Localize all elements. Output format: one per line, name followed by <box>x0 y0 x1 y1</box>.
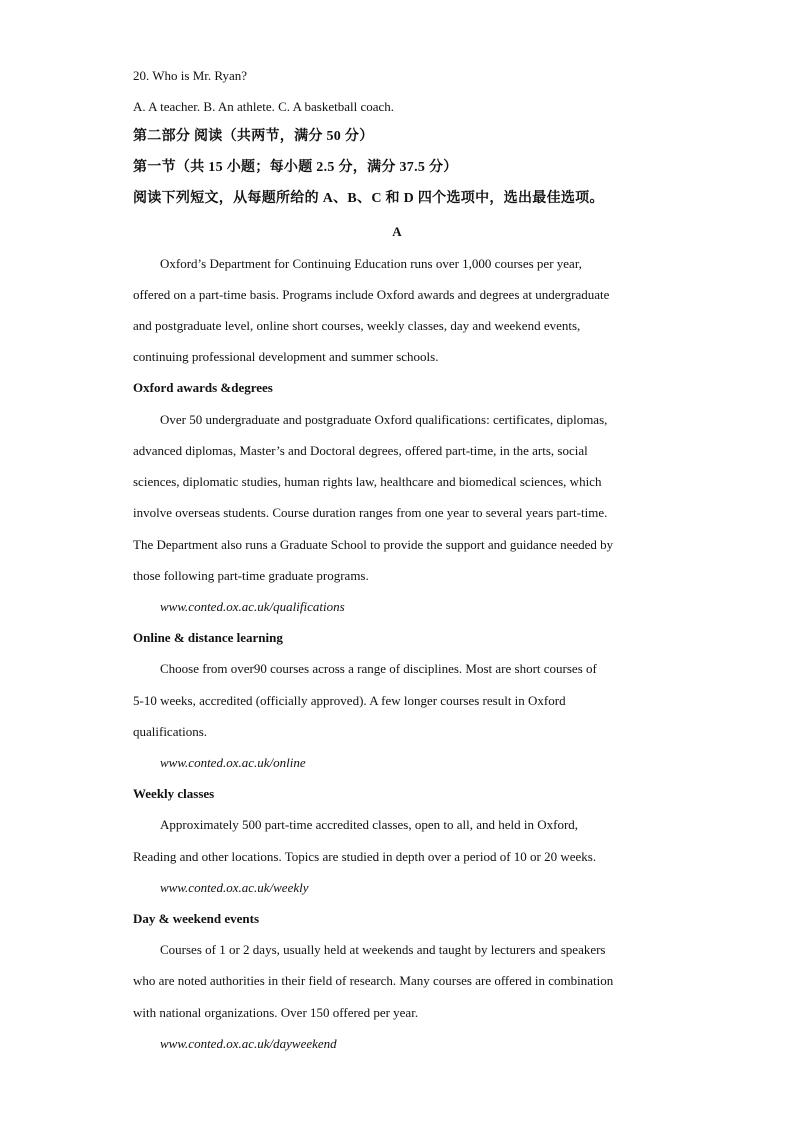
online-line: qualifications. <box>133 724 208 739</box>
section-heading-weekly: Weekly classes <box>133 786 215 801</box>
online-line: 5-10 weeks, accredited (officially approved). A few longer courses result in Oxford <box>133 693 566 708</box>
dayweekend-line: Courses of 1 or 2 days, usually held at weekends and taught by lecturers and speakers <box>160 942 606 957</box>
weekly-url: www.conted.ox.ac.uk/weekly <box>160 880 309 895</box>
awards-line: advanced diplomas, Master’s and Doctoral degrees, offered part-time, in the arts, social <box>133 443 588 458</box>
awards-line: those following part-time graduate programs. <box>133 568 369 583</box>
section-heading-dayweekend: Day & weekend events <box>133 911 260 926</box>
dayweekend-url: www.conted.ox.ac.uk/dayweekend <box>160 1036 337 1051</box>
section1-heading: 第一节（共 15 小题；每小题 2.5 分，满分 37.5 分） <box>133 160 458 175</box>
section-heading-awards: Oxford awards &degrees <box>133 380 273 395</box>
online-url: www.conted.ox.ac.uk/online <box>160 755 306 770</box>
intro-line: continuing professional development and summer schools. <box>133 349 439 364</box>
awards-url: www.conted.ox.ac.uk/qualifications <box>160 599 345 614</box>
awards-line: sciences, diplomatic studies, human rights law, healthcare and biomedical sciences, which <box>133 474 602 489</box>
dayweekend-line: who are noted authorities in their field of research. Many courses are offered in combination <box>133 973 614 988</box>
weekly-line: Reading and other locations. Topics are studied in depth over a period of 10 or 20 weeks. <box>133 849 597 864</box>
question-20-stem: 20. Who is Mr. Ryan? <box>133 68 248 83</box>
dayweekend-line: with national organizations. Over 150 offered per year. <box>133 1005 419 1020</box>
online-line: Choose from over90 courses across a range of disciplines. Most are short courses of <box>160 661 597 676</box>
awards-line: involve overseas students. Course duration ranges from one year to several years part-time. <box>133 505 608 520</box>
intro-line: Oxford’s Department for Continuing Education runs over 1,000 courses per year, <box>160 256 582 271</box>
awards-line: The Department also runs a Graduate School to provide the support and guidance needed by <box>133 537 614 552</box>
section-heading-online: Online & distance learning <box>133 630 283 645</box>
weekly-line: Approximately 500 part-time accredited classes, open to all, and held in Oxford, <box>160 817 579 832</box>
intro-line: offered on a part-time basis. Programs include Oxford awards and degrees at undergraduate <box>133 287 610 302</box>
intro-line: and postgraduate level, online short courses, weekly classes, day and weekend events, <box>133 318 581 333</box>
passage-letter: A <box>392 224 402 239</box>
question-20-options: A. A teacher. B. An athlete. C. A basketball coach. <box>133 99 395 114</box>
awards-line: Over 50 undergraduate and postgraduate Oxford qualifications: certificates, diplomas, <box>160 412 608 427</box>
part2-heading: 第二部分 阅读（共两节，满分 50 分） <box>133 129 374 144</box>
reading-instruction: 阅读下列短文，从每题所给的 A、B、C 和 D 四个选项中，选出最佳选项。 <box>133 191 604 206</box>
